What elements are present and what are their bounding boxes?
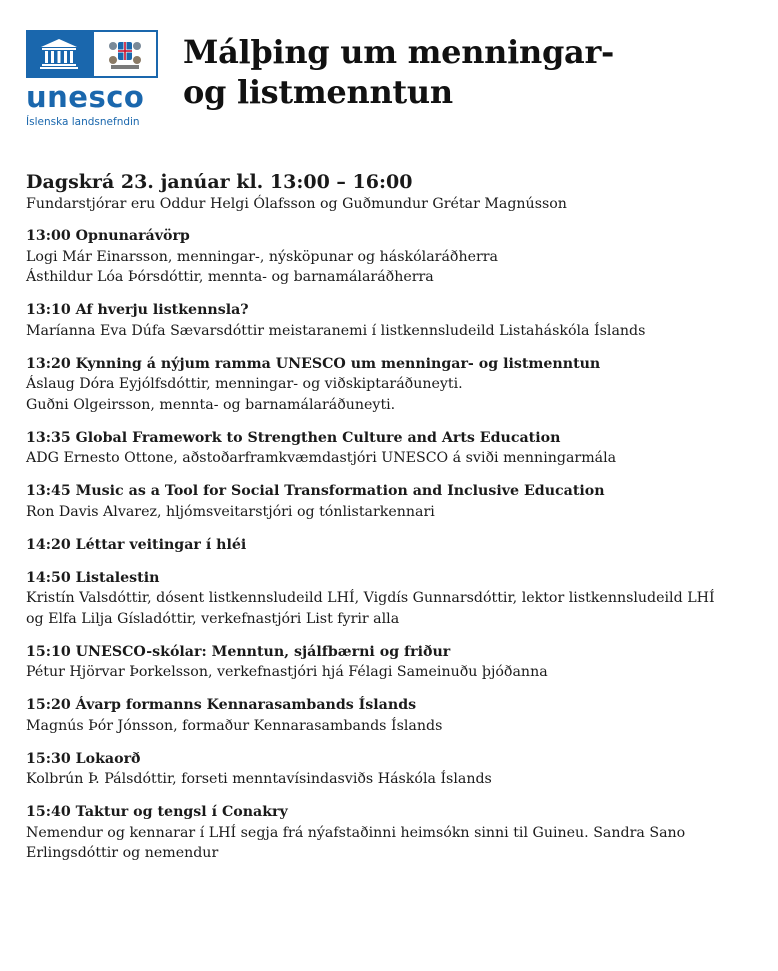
agenda-item-title: 13:00 Opnunarávörp <box>26 228 190 244</box>
agenda-item <box>26 749 766 790</box>
agenda-item-line: Ron Davis Alvarez, hljómsveitarstjóri og tónlistarkennari <box>26 503 435 520</box>
title-line-1: Málþing um menningar- <box>183 33 615 71</box>
agenda-item-line: Maríanna Eva Dúfa Sævarsdóttir meistaranemi í listkennsludeild Listaháskóla Íslands <box>26 322 646 339</box>
agenda-item-line: Nemendur og kennarar í LHÍ segja frá nýafstaðinni heimsókn sinni til Guineu. Sandra Sano <box>26 824 686 841</box>
agenda-item-line: Erlingsdóttir og nemendur <box>26 845 219 861</box>
agenda-item <box>26 300 766 341</box>
header <box>26 30 766 140</box>
agenda-items <box>26 226 766 864</box>
agenda-item <box>26 354 766 416</box>
unesco-temple-icon <box>26 30 92 78</box>
agenda-item-title: 15:30 Lokaorð <box>26 750 141 767</box>
agenda-chairs: Fundarstjórar eru Oddur Helgi Ólafsson og Guðmundur Grétar Magnússon <box>26 196 567 212</box>
agenda-item-title: 13:20 Kynning á nýjum ramma UNESCO um menningar- og listmenntun <box>26 355 601 372</box>
agenda-item <box>26 695 766 736</box>
agenda-item <box>26 568 766 630</box>
agenda-item-title: 13:35 Global Framework to Strengthen Culture and Arts Education <box>26 429 561 446</box>
agenda-item <box>26 642 766 683</box>
agenda-item-line: og Elfa Lilja Gísladóttir, verkefnastjóri List fyrir alla <box>26 610 400 627</box>
page-title <box>183 32 614 112</box>
iceland-coat-of-arms-icon <box>92 30 158 78</box>
agenda-item-line: Kolbrún Þ. Pálsdóttir, forseti menntavísindasviðs Háskóla Íslands <box>26 771 492 787</box>
agenda <box>26 170 766 876</box>
agenda-item <box>26 535 766 556</box>
unesco-logo <box>26 30 161 128</box>
agenda-item <box>26 226 766 288</box>
agenda-item-line: Pétur Hjörvar Þorkelsson, verkefnastjóri hjá Félagi Sameinuðu þjóðanna <box>26 664 548 680</box>
agenda-item-line: ADG Ernesto Ottone, aðstoðarframkvæmdastjóri UNESCO á sviði menningarmála <box>26 450 617 466</box>
agenda-item <box>26 428 766 469</box>
agenda-item-line: Kristín Valsdóttir, dósent listkennsludeild LHÍ, Vigdís Gunnarsdóttir, lektor listkennsludeild LHÍ <box>26 590 715 606</box>
agenda-item-line: Ásthildur Lóa Þórsdóttir, mennta- og barnamálaráðherra <box>26 269 434 285</box>
agenda-item-title: 15:10 UNESCO-skólar: Menntun, sjálfbærni og friður <box>26 643 451 660</box>
agenda-item-line: Guðni Olgeirsson, mennta- og barnamálaráðuneyti. <box>26 396 396 413</box>
agenda-item-line: Logi Már Einarsson, menningar-, nýsköpunar og háskólaráðherra <box>26 248 498 265</box>
agenda-item-title: 13:45 Music as a Tool for Social Transformation and Inclusive Education <box>26 483 605 499</box>
agenda-item <box>26 802 766 864</box>
agenda-item-title: 15:20 Ávarp formanns Kennarasambands Íslands <box>26 697 417 713</box>
agenda-item-title: 13:10 Af hverju listkennsla? <box>26 302 249 318</box>
agenda-item-title: 14:20 Léttar veitingar í hléi <box>26 536 247 553</box>
agenda-item <box>26 481 766 522</box>
agenda-item-title: 14:50 Listalestin <box>26 569 160 586</box>
logo-subtitle: Íslenska landsnefndin <box>26 116 140 128</box>
logo-tiles <box>26 30 161 78</box>
title-line-2: og listmenntun <box>183 73 453 111</box>
agenda-item-title: 15:40 Taktur og tengsl í Conakry <box>26 804 288 820</box>
agenda-item-line: Magnús Þór Jónsson, formaður Kennarasambands Íslands <box>26 717 443 734</box>
agenda-heading: Dagskrá 23. janúar kl. 13:00 – 16:00 <box>26 171 413 193</box>
unesco-wordmark: unesco <box>26 80 145 114</box>
agenda-item-line: Áslaug Dóra Eyjólfsdóttir, menningar- og viðskiptaráðuneyti. <box>26 376 463 392</box>
